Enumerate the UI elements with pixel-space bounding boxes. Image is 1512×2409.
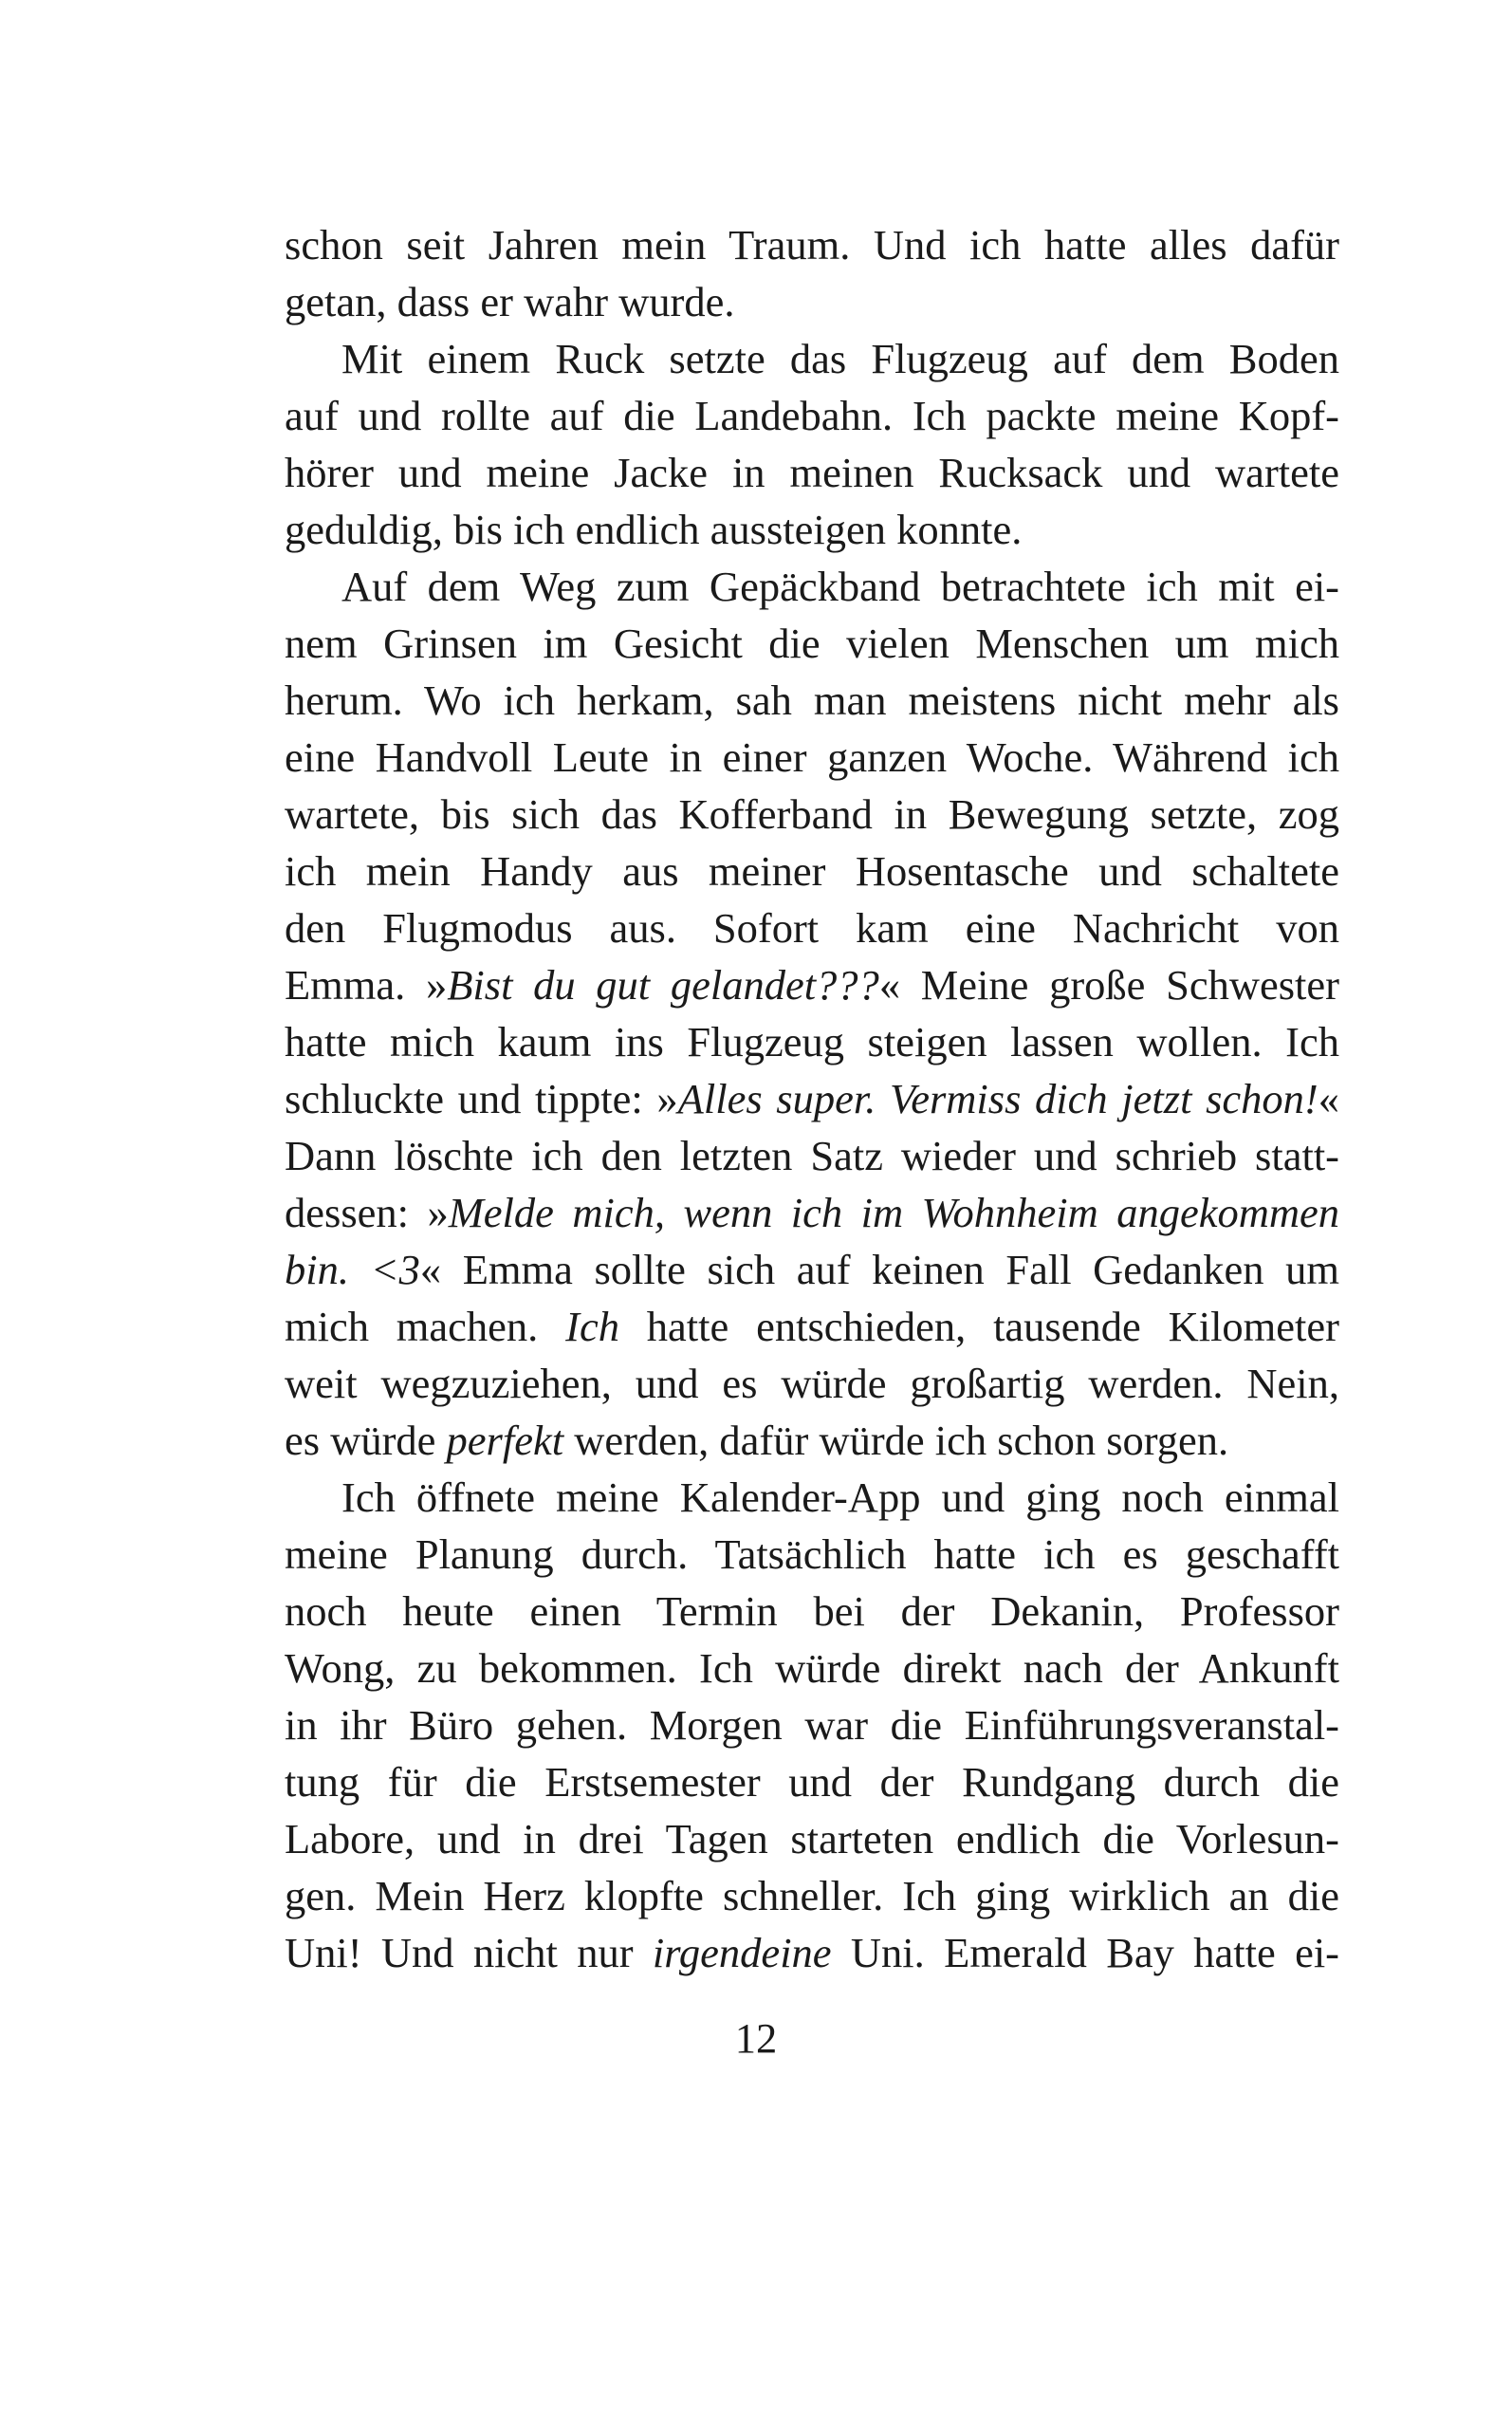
text-line (285, 1127, 1339, 1184)
text-line (285, 1298, 1339, 1355)
text-run: « Meine große Schwester (878, 961, 1339, 1009)
text-line (285, 1924, 1339, 1981)
text-run: hörer und meine Jacke in meinen Rucksack und wartete (285, 449, 1339, 496)
text-run: Dann löschte ich den letzten Satz wieder und schrieb statt- (285, 1132, 1339, 1179)
text-run: den Flugmodus aus. Sofort kam eine Nachricht von (285, 904, 1339, 952)
text-line (285, 273, 1339, 330)
text-line (285, 1526, 1339, 1583)
text-line (285, 1412, 1339, 1469)
italic-text: Alles super. Vermiss dich jetzt schon! (677, 1075, 1318, 1122)
text-run: « (1318, 1075, 1339, 1122)
text-line (285, 1696, 1339, 1753)
text-line (285, 558, 1339, 615)
text-line (285, 1867, 1339, 1924)
text-run: es würde (285, 1417, 447, 1464)
text-run: schon seit Jahren mein Traum. Und ich hatte alles dafür (285, 221, 1339, 269)
text-run: mich machen. (285, 1303, 566, 1350)
italic-text: Melde mich, wenn ich im Wohnheim angekommen (448, 1189, 1339, 1236)
text-run: Emma. » (285, 961, 448, 1009)
text-line (285, 444, 1339, 501)
text-line (285, 672, 1339, 729)
text-line (285, 1810, 1339, 1867)
text-line (285, 729, 1339, 786)
text-line (285, 786, 1339, 843)
text-run: in ihr Büro gehen. Morgen war die Einführungsveranstal- (285, 1701, 1339, 1749)
text-line (285, 1583, 1339, 1640)
text-line (285, 1070, 1339, 1127)
text-line (285, 615, 1339, 672)
text-run: getan, dass er wahr wurde. (285, 278, 735, 325)
text-line (285, 1355, 1339, 1412)
text-line (285, 899, 1339, 956)
text-run: eine Handvoll Leute in einer ganzen Woche. Während ich (285, 733, 1339, 781)
text-run: werden, dafür würde ich schon sorgen. (563, 1417, 1229, 1464)
text-run: nem Grinsen im Gesicht die vielen Menschen um mich (285, 620, 1339, 667)
text-run: Wong, zu bekommen. Ich würde direkt nach der Ankunft (285, 1644, 1339, 1692)
text-run: wartete, bis sich das Kofferband in Bewegung setzte, zog (285, 790, 1339, 838)
text-run: « Emma sollte sich auf keinen Fall Gedanken um (419, 1246, 1339, 1293)
text-line (285, 1640, 1339, 1696)
text-line (285, 1241, 1339, 1298)
text-run: noch heute einen Termin bei der Dekanin, Professor (285, 1587, 1339, 1635)
text-run: tung für die Erstsemester und der Rundgang durch die (285, 1758, 1339, 1806)
text-line (285, 330, 1339, 387)
italic-text: perfekt (446, 1417, 564, 1464)
body-text (285, 216, 1339, 1981)
text-line (285, 956, 1339, 1013)
text-run: Ich öffnete meine Kalender-App und ging noch einmal (341, 1473, 1339, 1521)
text-run: geduldig, bis ich endlich aussteigen konnte. (285, 506, 1023, 553)
page-number: 12 (734, 2014, 778, 2062)
text-line (285, 1469, 1339, 1526)
text-run: Labore, und in drei Tagen starteten endlich die Vorlesun- (285, 1815, 1339, 1862)
text-run: Mit einem Ruck setzte das Flugzeug auf dem Boden (341, 335, 1339, 382)
text-run: herum. Wo ich herkam, sah man meistens nicht mehr als (285, 676, 1339, 724)
text-run: hatte mich kaum ins Flugzeug steigen lassen wollen. Ich (285, 1018, 1339, 1066)
italic-text: irgendeine (652, 1929, 832, 1976)
italic-text: bin. <3 (285, 1246, 420, 1293)
text-run: schluckte und tippte: » (285, 1075, 678, 1122)
text-run: Auf dem Weg zum Gepäckband betrachtete ich mit ei- (341, 563, 1339, 610)
text-run: Uni! Und nicht nur (285, 1929, 653, 1976)
text-line (285, 1184, 1339, 1241)
text-run: ich mein Handy aus meiner Hosentasche und schaltete (285, 847, 1339, 895)
text-run: auf und rollte auf die Landebahn. Ich packte meine Kopf- (285, 392, 1339, 439)
text-run: meine Planung durch. Tatsächlich hatte ich es geschafft (285, 1530, 1339, 1578)
text-line (285, 216, 1339, 273)
text-line (285, 843, 1339, 899)
text-run: weit wegzuziehen, und es würde großartig werden. Nein, (285, 1360, 1339, 1407)
text-run: hatte entschieden, tausende Kilometer (618, 1303, 1339, 1350)
text-run: gen. Mein Herz klopfte schneller. Ich ging wirklich an die (285, 1872, 1339, 1919)
text-run: Uni. Emerald Bay hatte ei- (831, 1929, 1339, 1976)
text-line (285, 1013, 1339, 1070)
text-run: dessen: » (285, 1189, 449, 1236)
text-line (285, 1753, 1339, 1810)
italic-text: Ich (565, 1303, 619, 1350)
italic-text: Bist du gut gelandet??? (447, 961, 879, 1009)
text-line (285, 387, 1339, 444)
text-line (285, 501, 1339, 558)
